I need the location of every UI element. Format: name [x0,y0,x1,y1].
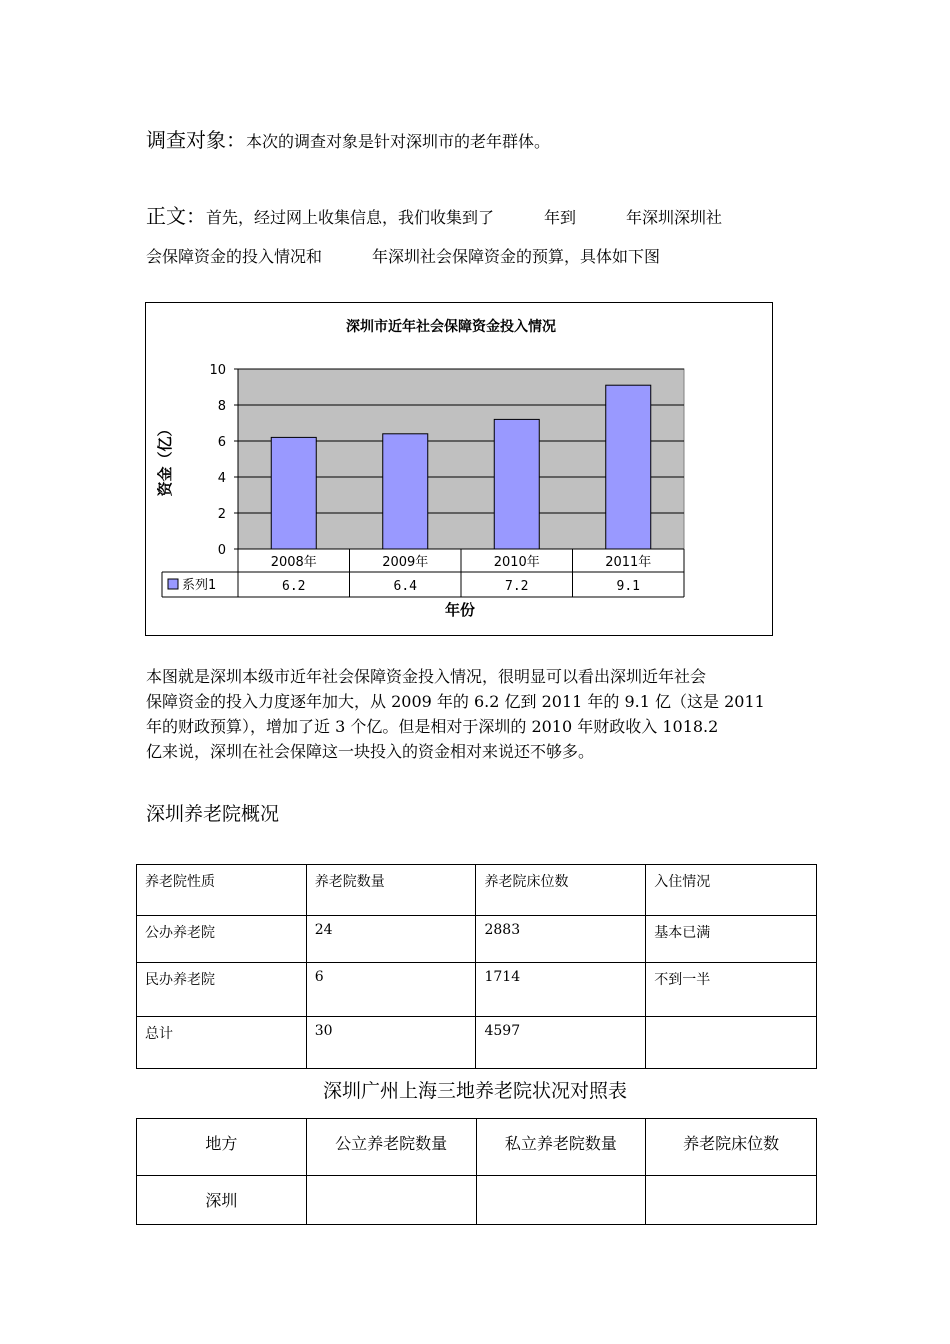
header-cell: 公立养老院数量 [306,1119,476,1176]
header-cell: 私立养老院数量 [476,1119,646,1176]
table-row [137,1176,817,1225]
table-cell: 公办养老院 [137,916,307,963]
analysis-line-3: 年的财政预算），增加了近 3 个亿。但是相对于深圳的 2010 年财政收入 1018.2 [146,717,719,736]
table-cell: 6 [306,963,476,1017]
y-tick-label: 4 [217,471,226,486]
survey-target-label: 调查对象： [146,128,246,152]
table-cell: 24 [306,916,476,963]
analysis-paragraph [146,664,808,764]
bar [494,419,539,549]
table-cell [476,1176,646,1225]
analysis-line-4: 亿来说，深圳在社会保障这一块投入的资金相对来说还不够多。 [146,742,595,761]
header-cell: 养老院床位数 [476,865,646,916]
x-tick-label: 2009年 [382,555,429,570]
body-text-a: 首先，经过网上收集信息，我们收集到了 [206,208,495,227]
table-cell: 不到一半 [646,963,817,1017]
data-label: 7.2 [505,579,529,594]
header-cell: 养老院性质 [137,865,307,916]
bar [271,437,316,549]
y-tick-label: 0 [217,543,226,558]
header-cell: 养老院数量 [306,865,476,916]
table-header-row [137,1119,817,1176]
table-cell: 基本已满 [646,916,817,963]
body-text-e: 年深圳社会保障资金的预算，具体如下图 [372,247,661,266]
analysis-line-1: 本图就是深圳本级市近年社会保障资金投入情况，很明显可以看出深圳近年社会 [146,667,707,686]
y-tick-label: 10 [209,363,226,378]
table-cell: 民办养老院 [137,963,307,1017]
data-label: 6.2 [282,579,306,594]
table-cell [646,1176,817,1225]
header-cell: 养老院床位数 [646,1119,817,1176]
intro-line-2 [146,200,808,229]
y-axis-label: 资金（亿） [156,421,174,497]
x-axis-label: 年份 [444,601,476,619]
table-cell: 4597 [476,1017,646,1069]
table-cell: 2883 [476,916,646,963]
header-cell: 地方 [137,1119,307,1176]
bar-chart [146,303,772,635]
body-text-b: 年到 [544,208,577,227]
chart-frame [145,302,773,636]
body-text-c: 年深圳深圳社 [626,208,723,227]
nursing-home-overview-table [136,864,817,1069]
section1-title: 深圳养老院概况 [146,803,280,825]
table-cell [646,1017,817,1069]
data-label: 9.1 [616,579,640,594]
x-tick-label: 2011年 [605,555,652,570]
body-label: 正文： [146,204,206,228]
y-tick-label: 2 [217,507,226,522]
analysis-line-2: 保障资金的投入力度逐年加大，从 2009 年的 6.2 亿到 2011 年的 9.1 亿（这是 2011 [146,692,765,711]
table-cell: 深圳 [137,1176,307,1225]
section2-title: 深圳广州上海三地养老院状况对照表 [322,1080,627,1102]
intro-line-1 [146,124,550,153]
table-row [137,1017,817,1069]
body-text-d: 会保障资金的投入情况和 [146,247,323,266]
intro-line-3 [146,244,660,267]
table-cell: 1714 [476,963,646,1017]
y-tick-label: 6 [217,435,226,450]
table-cell: 总计 [137,1017,307,1069]
y-tick-label: 8 [217,399,226,414]
chart-title: 深圳市近年社会保障资金投入情况 [346,319,556,335]
x-tick-label: 2010年 [493,555,540,570]
table-cell: 30 [306,1017,476,1069]
table-row [137,963,817,1017]
legend-label: 系列1 [182,578,217,593]
header-cell: 入住情况 [646,865,817,916]
city-comparison-table [136,1118,817,1225]
table-row [137,916,817,963]
survey-target-text: 本次的调查对象是针对深圳市的老年群体。 [246,132,551,151]
data-label: 6.4 [393,579,417,594]
legend-swatch [168,579,178,589]
table-cell [306,1176,476,1225]
bar [383,434,428,549]
x-tick-label: 2008年 [270,555,317,570]
bar [606,385,651,549]
table-header-row [137,865,817,916]
